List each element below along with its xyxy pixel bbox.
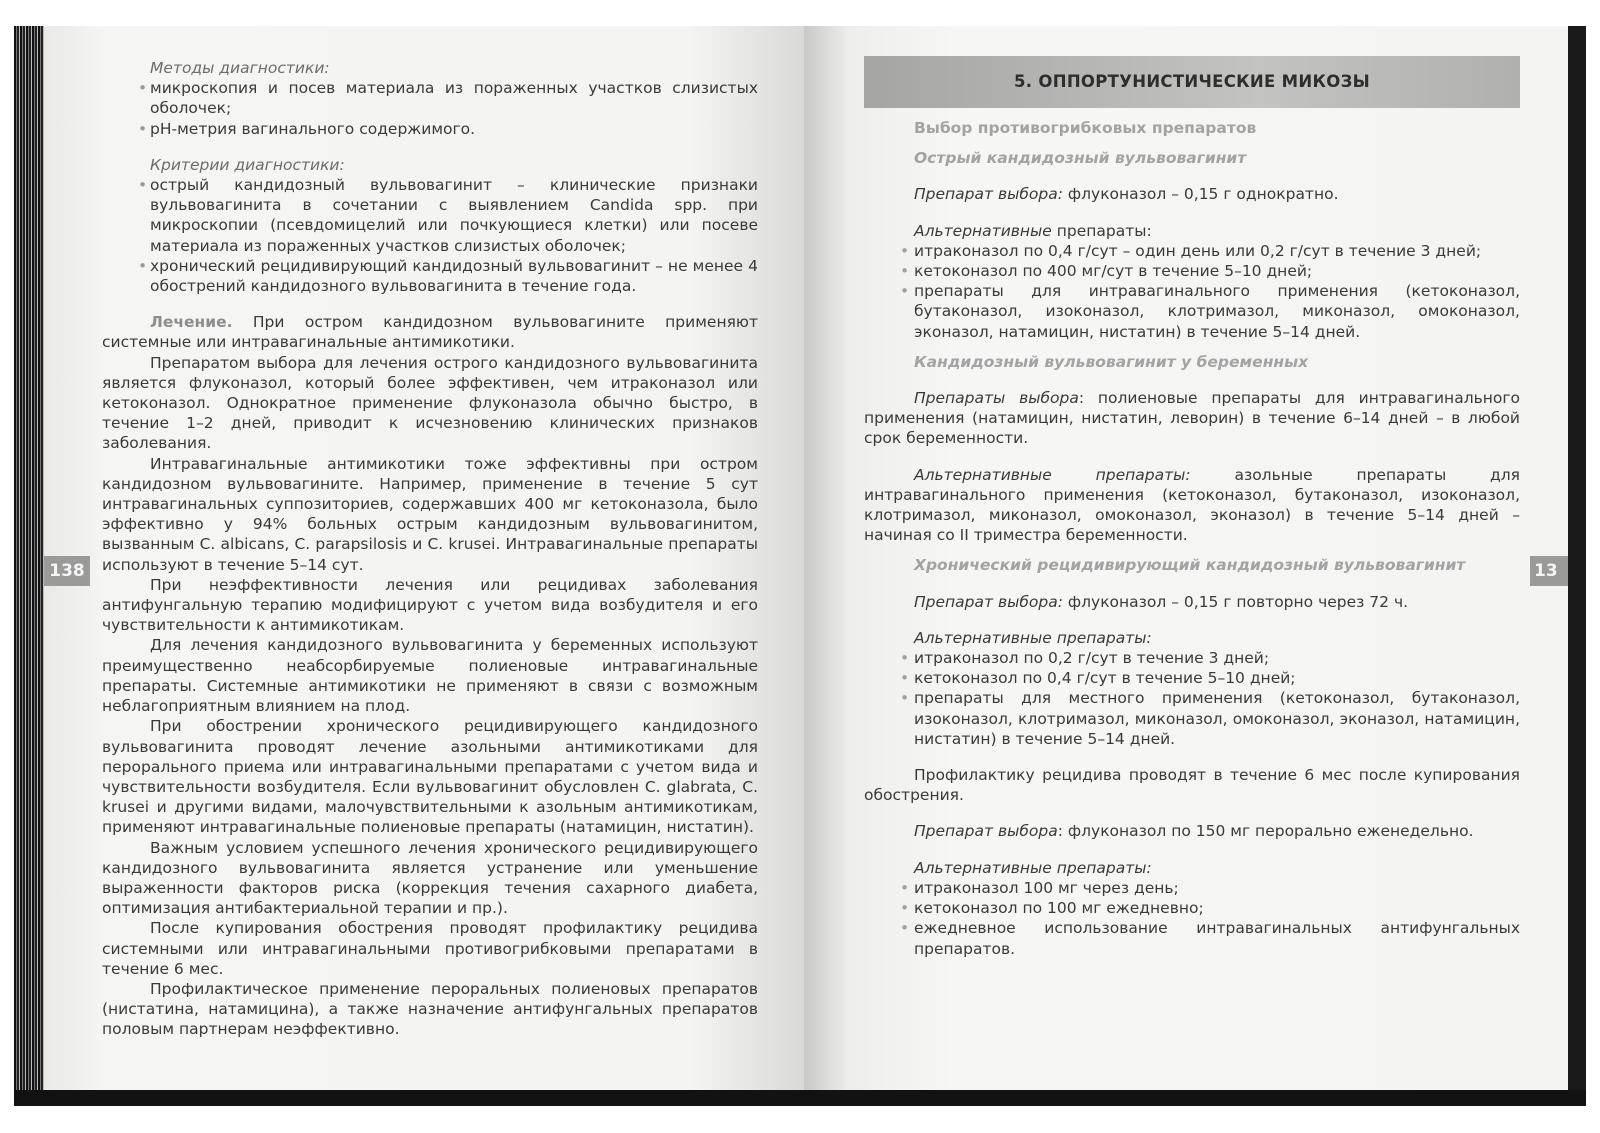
pregnant-choice: Препараты выбора: полиеновые препараты для интравагинального применения (натамицин, нистатин, леворин) в течение 6–14 дней – в любой срок беременности. — [864, 389, 1520, 448]
prophylaxis-alt-label: Альтернативные препараты: — [914, 858, 1152, 877]
pregnant-subheading: Кандидозный вульвовагинит у беременных — [914, 352, 1309, 371]
body-paragraph: Интравагинальные антимикотики тоже эффективны при остром кандидозном вульвовагините. Например, применение в течение 5 сут интравагинальных суппозиториев, содержавших 400 мг кетоконазола, было эффективно у 94% больных острым кандидозным вульвовагинитом, вызванным C. albicans, C. parapsilosis и C. krusei. Интравагинальные препараты используют в течение 5–14 сут. — [102, 454, 758, 574]
treatment-paragraph: Лечение. При остром кандидозном вульвовагините применяют системные или интравагинальные антимикотики. — [102, 313, 758, 352]
body-paragraph: После купирования обострения проводят профилактику рецидива системными или интравагинальными противогрибковыми препаратами в течение 6 мес. — [102, 919, 758, 978]
chronic-subheading: Хронический рецидивирующий кандидозный вульвовагинит — [914, 556, 1466, 575]
list-item: • кетоконазол по 100 мг ежедневно; — [900, 899, 1204, 918]
treatment-lead: Лечение. — [150, 313, 233, 332]
right-page-number: 13 — [1530, 556, 1568, 586]
body-paragraph: Важным условием успешного лечения хронического рецидивирующего кандидозного вульвовагинита является устранение или уменьшение выраженности факторов риска (коррекция течения сахарного диабета, оптимизация антибактериальной терапии и пр.). — [102, 838, 758, 918]
chronic-alternatives-list — [864, 648, 1520, 749]
bullet-icon: • — [900, 899, 910, 918]
right-page-text — [864, 56, 1520, 959]
methods-list — [102, 78, 758, 139]
bullet-icon: • — [900, 919, 910, 938]
acute-alt-label: Альтернативные препараты: — [914, 221, 1152, 240]
chapter-banner: 5. ОППОРТУНИСТИЧЕСКИЕ МИКОЗЫ — [864, 56, 1520, 108]
prophylaxis-choice: Препарат выбора: флуконазол по 150 мг перорально еженедельно. — [914, 822, 1474, 841]
chronic-choice: Препарат выбора: флуконазол – 0,15 г повторно через 72 ч. — [914, 592, 1409, 611]
acute-subheading: Острый кандидозный вульвовагинит — [914, 149, 1247, 168]
left-page-text — [102, 58, 758, 1040]
list-item: • препараты для интравагинального применения (кетоконазол, бутаконазол, изоконазол, клотримазол, миконазол, омоконазол, эконазол, натамицин, нистатин) в течение 5–14 дней. — [900, 282, 1520, 341]
list-item: • итраконазол по 0,4 г/сут – один день или 0,2 г/сут в течение 3 дней; — [900, 241, 1482, 260]
body-paragraph: При обострении хронического рецидивирующего кандидозного вульвовагинита проводят лечение азольными антимикотиками для перорального приема или интравагинальными препаратами с учетом вида и чувствительности возбудителя. Если вульвовагинит обусловлен C. glabrata, C. krusei и другими видами, малочувствительными к азольным антимикотикам, применяют интравагинальные полиеновые препараты (натамицин, нистатин). — [102, 717, 758, 837]
list-item: • итраконазол 100 мг через день; — [900, 878, 1179, 897]
bullet-icon: • — [900, 262, 910, 281]
left-page-number: 138 — [44, 556, 90, 586]
methods-label: Методы диагностики: — [150, 59, 330, 77]
body-paragraph: При неэффективности лечения или рецидивах заболевания антифунгальную терапию модифицируют с учетом вида возбудителя и его чувствительности к антимикотикам. — [102, 575, 758, 635]
list-item: • ежедневное использование интравагинальных антифунгальных препаратов. — [900, 919, 1520, 958]
bullet-icon: • — [900, 669, 910, 688]
book-right-edge — [1568, 26, 1586, 1104]
body-paragraph: Профилактическое применение пероральных полиеновых препаратов (нистатина, натамицина), а также назначение антифунгальных препаратов половым партнерам неэффективно. — [102, 979, 758, 1039]
acute-alternatives-list — [864, 241, 1520, 342]
list-item: • микроскопия и посев материала из пораженных участков слизистых оболочек; — [138, 79, 758, 118]
list-item: • итраконазол по 0,2 г/сут в течение 3 дней; — [900, 649, 1270, 668]
bullet-icon: • — [900, 878, 910, 897]
prophylaxis-paragraph: Профилактику рецидива проводят в течение 6 мес после купирования обострения. — [864, 766, 1520, 805]
bullet-icon: • — [900, 282, 910, 301]
list-item: • кетоконазол по 400 мг/сут в течение 5–10 дней; — [900, 262, 1313, 281]
pregnant-alternatives: Альтернативные препараты: азольные препараты для интравагинального применения (кетоконазол, бутаконазол, изоконазол, клотримазол, миконазол, омоконазол, эконазол) в течение 5–14 дней – начиная со II триместра беременности. — [864, 465, 1520, 545]
bullet-icon: • — [900, 241, 910, 260]
bullet-icon: • — [900, 689, 910, 708]
list-item: • препараты для местного применения (кетоконазол, бутаконазол, изоконазол, клотримазол, миконазол, омоконазол, эконазол, натамицин, нистатин) в течение 5–14 дней. — [900, 689, 1520, 748]
section-heading: Выбор противогрибковых препаратов — [914, 119, 1257, 137]
bullet-icon: • — [138, 176, 148, 195]
bullet-icon: • — [900, 649, 910, 668]
bullet-icon: • — [138, 119, 148, 138]
criteria-list — [102, 175, 758, 296]
book-bottom-edge — [14, 1090, 1586, 1106]
list-item: • кетоконазол по 0,4 г/сут в течение 5–10 дней; — [900, 669, 1296, 688]
criteria-label: Критерии диагностики: — [150, 155, 345, 174]
body-paragraph: Препаратом выбора для лечения острого кандидозного вульвовагинита является флуконазол, который более эффективен, чем итраконазол или кетоконазол. Однократное применение флуконазола обычно быстро, в течение 1–2 дней, приводит к исчезновению клинических признаков заболевания. — [102, 353, 758, 453]
acute-choice: Препарат выбора: флуконазол – 0,15 г однократно. — [914, 185, 1339, 204]
prophylaxis-alternatives-list — [864, 878, 1520, 959]
bullet-icon: • — [138, 79, 148, 98]
list-item: • pH-метрия вагинального содержимого. — [138, 119, 476, 138]
bullet-icon: • — [138, 256, 148, 275]
book-page-edges — [14, 26, 44, 1104]
body-paragraph: Для лечения кандидозного вульвовагинита у беременных используют преимущественно неабсорбируемые полиеновые интравагинальные препараты. Системные антимикотики не применяют в связи с возможным неблагоприятным влиянием на плод. — [102, 636, 758, 716]
chronic-alt-label: Альтернативные препараты: — [914, 628, 1152, 647]
list-item: • хронический рецидивирующий кандидозный вульвовагинит – не менее 4 обострений кандидозного вульвовагинита в течение года. — [138, 256, 758, 296]
list-item: • острый кандидозный вульвовагинит – клинические признаки вульвовагинита в сочетании с выявлением Candida spp. при микроскопии (псевдомицелий или почкующиеся клетки) или посеве материала из пораженных участков слизистых оболочек; — [138, 176, 758, 255]
